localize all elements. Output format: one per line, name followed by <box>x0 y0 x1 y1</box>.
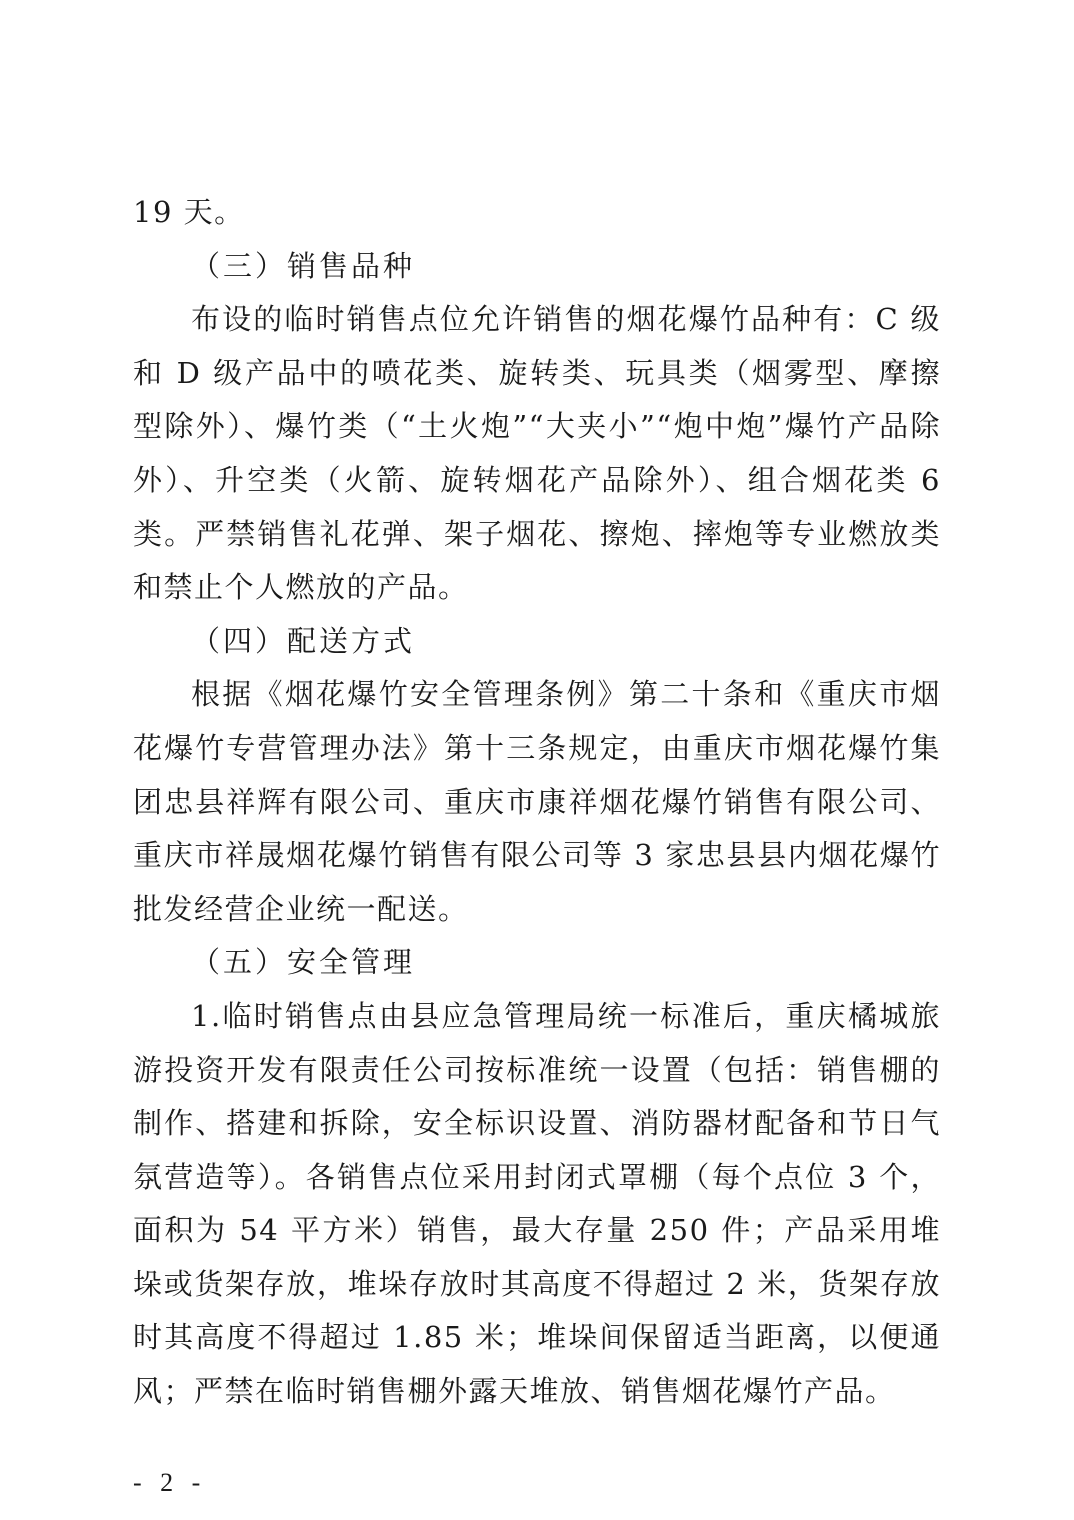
continuation-text: 19 天。 <box>133 195 245 229</box>
document-body <box>133 186 941 1419</box>
section-body-sales-varieties: 布设的临时销售点位允许销售的烟花爆竹品种有：C 级和 D 级产品中的喷花类、旋转类、玩具类（烟雾型、摩擦型除外）、爆竹类（“土火炮”“大夹小”“炮中炮”爆竹产品除外）、升空类（火箭、旋转烟花产品除外）、组合烟花类 6 类。严禁销售礼花弹、架子烟花、擦炮、摔炮等专业燃放类和禁止个人燃放的产品。 <box>133 302 941 605</box>
section-body-delivery-method: 根据《烟花爆竹安全管理条例》第二十条和《重庆市烟花爆竹专营管理办法》第十三条规定，由重庆市烟花爆竹集团忠县祥辉有限公司、重庆市康祥烟花爆竹销售有限公司、重庆市祥晟烟花爆竹销售有限公司等 3 家忠县县内烟花爆竹批发经营企业统一配送。 <box>133 677 941 926</box>
section-heading-safety-management: （五）安全管理 <box>191 945 416 980</box>
section-heading-sales-varieties: （三）销售品种 <box>191 248 416 283</box>
section-body-safety-management: 1.临时销售点由县应急管理局统一标准后，重庆橘城旅游投资开发有限责任公司按标准统一设置（包括：销售棚的制作、搭建和拆除，安全标识设置、消防器材配备和节日气氛营造等）。各销售点位采用封闭式罩棚（每个点位 3 个，面积为 54 平方米）销售，最大存量 250 件；产品采用堆垛或货架存放，堆垛存放时其高度不得超过 2 米，货架存放时其高度不得超过 1.85 米；堆垛间保留适当距离，以便通风；严禁在临时销售棚外露天堆放、销售烟花爆竹产品。 <box>133 998 941 1409</box>
section-heading-delivery-method: （四）配送方式 <box>191 623 416 658</box>
page-number: - 2 - <box>133 1468 207 1497</box>
